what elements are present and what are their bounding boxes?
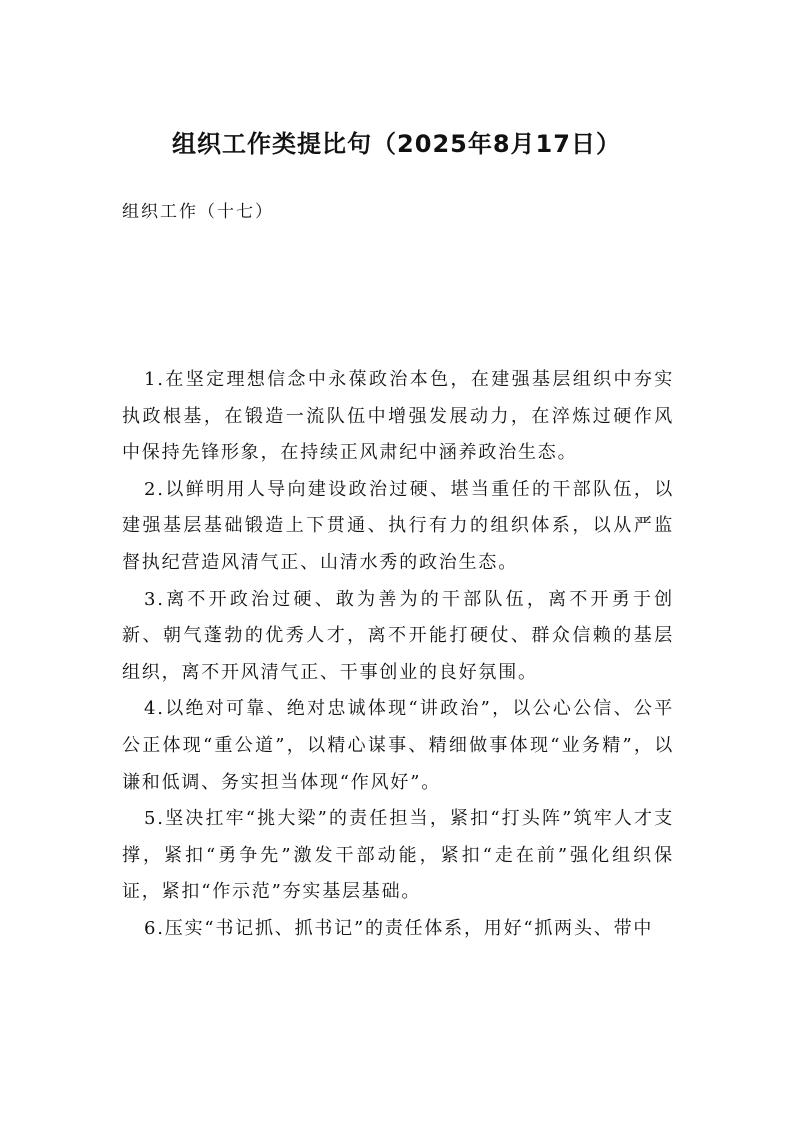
paragraph-3: 3.离不开政治过硬、敢为善为的干部队伍，离不开勇于创新、朝气蓬勃的优秀人才，离不开能打硬仗、群众信赖的基层组织，离不开风清气正、干事创业的良好氛围。 — [122, 588, 674, 683]
paragraph-5: 5.坚决扛牢“挑大梁”的责任担当，紧扣“打头阵”筑牢人才支撑，紧扣“勇争先”激发干部动能，紧扣“走在前”强化组织保证，紧扣“作示范”夯实基层基础。 — [122, 808, 674, 903]
paragraph-2: 2.以鲜明用人导向建设政治过硬、堪当重任的干部队伍，以建强基层基础锻造上下贯通、执行有力的组织体系，以从严监督执纪营造风清气正、山清水秀的政治生态。 — [122, 478, 674, 573]
paragraph-4: 4.以绝对可靠、绝对忠诚体现“讲政治”，以公心公信、公平公正体现“重公道”，以精心谋事、精细做事体现“业务精”，以谦和低调、务实担当体现“作风好”。 — [122, 698, 674, 793]
paragraph-1: 1.在坚定理想信念中永葆政治本色，在建强基层组织中夯实执政根基，在锻造一流队伍中增强发展动力，在淬炼过硬作风中保持先锋形象，在持续正风肃纪中涵养政治生态。 — [122, 369, 674, 464]
document-subtitle: 组织工作（十七） — [122, 202, 274, 222]
document-title: 组织工作类提比句（2025年8月17日） — [172, 130, 621, 158]
paragraph-6: 6.压实“书记抓、抓书记”的责任体系，用好“抓两头、带中 — [144, 917, 654, 939]
document-body — [122, 362, 674, 948]
